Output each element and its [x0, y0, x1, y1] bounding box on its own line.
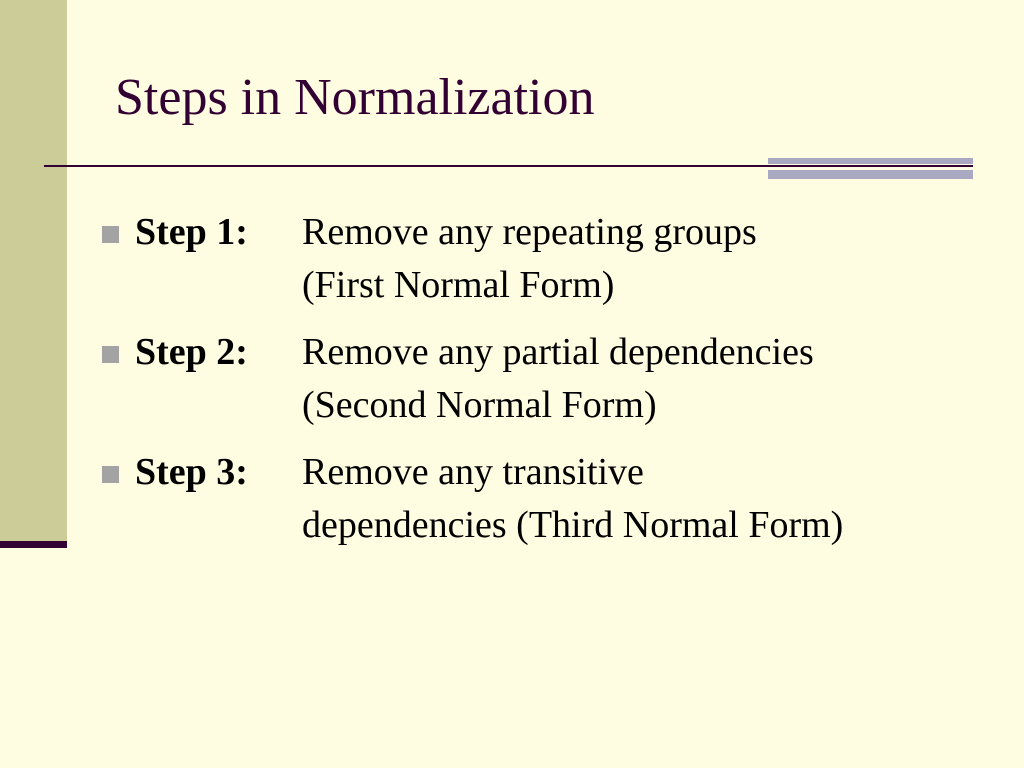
- step-label: Step 2:: [135, 331, 248, 373]
- step-description: [302, 446, 982, 552]
- left-band-accent-bar: [0, 541, 67, 548]
- step-description-line: Remove any transitive: [302, 451, 644, 493]
- step-label: Step 3:: [135, 451, 248, 493]
- square-bullet-icon: [102, 466, 119, 483]
- slide-title: Steps in Normalization: [115, 69, 595, 126]
- divider-accent-bar-top: [768, 158, 973, 164]
- step-description: [302, 206, 982, 312]
- steps-list: [100, 206, 1000, 566]
- step-description-line: (Second Normal Form): [302, 384, 657, 426]
- step-item-3: [100, 446, 1000, 566]
- divider-accent-bar-bottom: [768, 170, 973, 179]
- step-description-line: Remove any repeating groups: [302, 211, 757, 253]
- step-label: Step 1:: [135, 211, 248, 253]
- step-item-2: [100, 326, 1000, 446]
- square-bullet-icon: [102, 226, 119, 243]
- step-item-1: [100, 206, 1000, 326]
- step-description: [302, 326, 982, 432]
- title-divider-line: [44, 165, 973, 167]
- step-description-line: (First Normal Form): [302, 264, 615, 306]
- left-decorative-band: [0, 0, 67, 541]
- step-description-line: Remove any partial dependencies: [302, 331, 814, 373]
- square-bullet-icon: [102, 346, 119, 363]
- step-description-line: dependencies (Third Normal Form): [302, 504, 844, 546]
